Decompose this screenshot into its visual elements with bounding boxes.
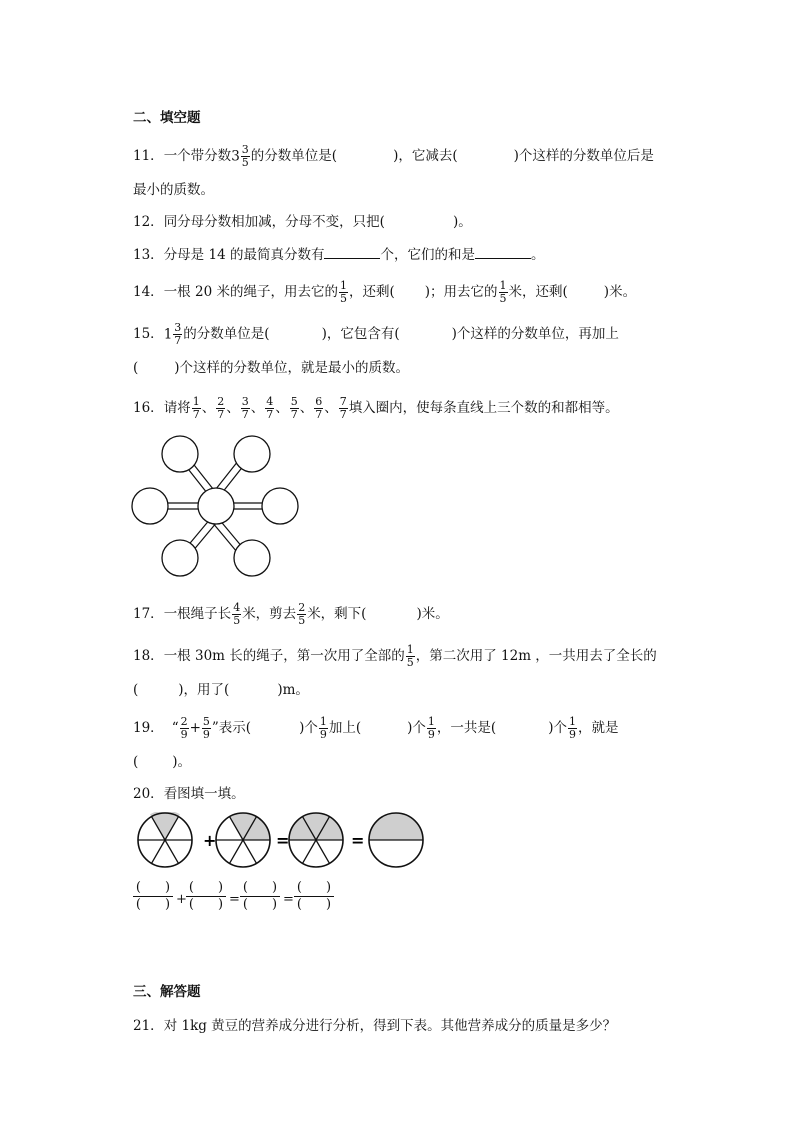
question-text: 的分数单位是( — [250, 148, 338, 164]
denominator: 9 — [568, 728, 576, 741]
question-text: 。 — [530, 247, 545, 263]
denominator: 7 — [315, 408, 323, 421]
paren-close: ) — [272, 880, 278, 895]
denominator: 5 — [241, 156, 249, 169]
question-16 — [133, 396, 619, 421]
separator: 、 — [324, 400, 338, 416]
question-11 — [133, 144, 654, 169]
numerator: 3 — [241, 395, 249, 408]
question-15 — [133, 322, 619, 347]
numerator: 1 — [499, 279, 507, 292]
section-title-answer: 三、解答题 — [133, 984, 201, 1000]
question-text: )，它包含有( — [321, 326, 400, 342]
paren-open: ( — [242, 897, 248, 912]
numerator: 2 — [298, 601, 306, 614]
question-text: 对 1kg 黄豆的营养成分进行分析，得到下表。其他营养成分的质量是多少？ — [163, 1018, 617, 1034]
fraction — [427, 716, 436, 741]
blank-fraction[interactable] — [133, 880, 173, 913]
denominator: 9 — [319, 728, 327, 741]
question-text: )，用了( — [178, 682, 230, 698]
fraction — [339, 396, 348, 421]
question-text: 填入圈内，使每条直线上三个数的和都相等。 — [348, 400, 619, 416]
numerator: 3 — [174, 321, 182, 334]
denominator: 7 — [174, 334, 182, 347]
question-text: 米，剩下( — [307, 606, 367, 622]
question-number: 19． — [133, 720, 164, 736]
fraction — [241, 144, 250, 169]
numerator: 1 — [319, 715, 327, 728]
separator: 、 — [299, 400, 314, 416]
fraction — [202, 716, 211, 741]
blank-fraction[interactable] — [294, 880, 334, 913]
numerator: 2 — [180, 715, 188, 728]
answer-circle-top-left[interactable] — [162, 436, 198, 472]
paren-close: ) — [165, 880, 171, 895]
plus-sign: + — [176, 892, 187, 907]
question-19 — [133, 716, 618, 741]
question-text: ，还剩( — [348, 284, 395, 300]
question-number: 14． — [133, 284, 164, 300]
numerator: 7 — [339, 395, 347, 408]
question-15-cont — [133, 358, 409, 378]
paren-close: ) — [165, 897, 171, 912]
fraction-list — [191, 395, 349, 421]
plus-sign: + — [189, 720, 201, 736]
mixed-number — [164, 322, 184, 347]
paren-open: ( — [188, 880, 194, 895]
question-number: 17． — [133, 606, 164, 622]
question-text: )个 — [548, 720, 567, 736]
separator: 、 — [201, 400, 216, 416]
question-19-cont — [133, 752, 191, 772]
circle-halves — [369, 813, 423, 867]
circle-sixths-2 — [216, 813, 270, 867]
fraction — [314, 396, 323, 421]
fraction — [232, 602, 241, 627]
question-text: )个这样的分数单位，就是最小的质数。 — [174, 360, 410, 376]
question-12 — [133, 212, 472, 232]
question-number: 21． — [133, 1018, 164, 1034]
question-text: 的分数单位是( — [183, 326, 270, 342]
paren-open: ( — [296, 897, 302, 912]
question-text: 看图填一填。 — [163, 786, 245, 802]
equals-sign: = — [283, 892, 294, 907]
plus-sign: + — [203, 831, 217, 850]
separator: 、 — [250, 400, 265, 416]
question-text: “ — [171, 720, 179, 736]
question-text: ，就是 — [577, 720, 619, 736]
question-text: )；用去它的 — [424, 284, 498, 300]
fraction — [173, 322, 182, 347]
paren-open: ( — [135, 880, 141, 895]
question-number: 20． — [133, 786, 164, 802]
fraction — [319, 716, 328, 741]
paren-open: ( — [135, 897, 141, 912]
paren-close: ) — [326, 880, 332, 895]
fraction — [339, 280, 348, 305]
question-text: 一根绳子长 — [163, 606, 232, 622]
numerator: 3 — [241, 143, 249, 156]
question-14 — [133, 280, 636, 305]
question-text: 米，还剩( — [508, 284, 568, 300]
blank-fraction[interactable] — [240, 880, 280, 913]
numerator: 6 — [315, 395, 323, 408]
denominator: 7 — [192, 408, 200, 421]
numerator: 1 — [568, 715, 576, 728]
question-text: 一个带分数 — [163, 148, 232, 164]
answer-underline[interactable] — [475, 244, 531, 259]
question-text: 请将 — [163, 400, 191, 416]
question-text: 米，剪去 — [242, 606, 297, 622]
fraction — [406, 644, 415, 669]
fraction — [290, 396, 299, 421]
question-text: 加上( — [328, 720, 362, 736]
question-18 — [133, 644, 657, 669]
question-text: )m。 — [277, 682, 309, 698]
equals-sign: = — [276, 831, 290, 850]
paren-close: ) — [326, 897, 332, 912]
equals-sign: = — [351, 831, 365, 850]
fraction — [180, 716, 189, 741]
section-title-fill-blank: 二、填空题 — [133, 110, 201, 126]
fraction — [568, 716, 577, 741]
denominator: 5 — [406, 656, 414, 669]
blank-fraction[interactable] — [186, 880, 226, 913]
question-text: 分母是 14 的最简真分数有 — [163, 247, 325, 263]
fraction — [265, 396, 274, 421]
question-17 — [133, 602, 449, 627]
answer-circle-left[interactable] — [132, 488, 168, 524]
circle-sixths-3 — [289, 813, 343, 867]
question-text: )。 — [172, 754, 192, 770]
denominator: 9 — [202, 728, 210, 741]
numerator: 5 — [290, 395, 298, 408]
mixed-whole: 3 — [231, 148, 240, 165]
paren-close: ) — [218, 897, 224, 912]
numerator: 1 — [192, 395, 200, 408]
question-number: 13． — [133, 247, 164, 263]
denominator: 9 — [180, 728, 188, 741]
question-text: )个这样的分数单位，再加上 — [451, 326, 619, 342]
question-text: )米。 — [416, 606, 449, 622]
question-18-cont — [133, 680, 309, 700]
question-text: ，一共是( — [436, 720, 497, 736]
denominator: 7 — [290, 408, 298, 421]
circle-sixths-1 — [138, 812, 192, 867]
fraction — [499, 280, 508, 305]
question-13 — [133, 244, 544, 265]
fraction — [297, 602, 306, 627]
answer-underline[interactable] — [324, 244, 380, 259]
question-text: 一根 30m 长的绳子，第一次用了全部的 — [163, 648, 405, 664]
denominator: 5 — [298, 614, 306, 627]
question-text: )米。 — [603, 284, 637, 300]
denominator: 7 — [266, 408, 274, 421]
denominator: 5 — [499, 292, 507, 305]
denominator: 5 — [339, 292, 347, 305]
question-text: ( — [133, 754, 139, 770]
numerator: 4 — [233, 601, 241, 614]
fraction — [192, 396, 201, 421]
numerator: 1 — [339, 279, 347, 292]
question-text: ，第二次用了 12m ，一共用去了全长的 — [415, 648, 657, 664]
denominator: 5 — [233, 614, 241, 627]
denominator: 7 — [217, 408, 225, 421]
denominator: 7 — [339, 408, 347, 421]
separator: 、 — [275, 400, 289, 416]
equals-sign: = — [229, 892, 240, 907]
fraction — [241, 396, 250, 421]
numerator: 4 — [266, 395, 274, 408]
paren-open: ( — [242, 880, 248, 895]
numerator: 1 — [406, 643, 414, 656]
answer-circle-top-right[interactable] — [234, 436, 270, 472]
answer-circle-bottom-right[interactable] — [234, 540, 270, 576]
denominator: 7 — [241, 408, 249, 421]
question-text: ( — [133, 682, 139, 698]
question-text: 个，它们的和是 — [380, 247, 475, 263]
question-text: )。 — [452, 214, 472, 230]
numerator: 1 — [427, 715, 435, 728]
question-21 — [133, 1016, 616, 1036]
question-text: )个这样的分数单位后是 — [513, 148, 654, 164]
question-number: 16． — [133, 400, 164, 416]
circle-diagram — [130, 432, 305, 582]
question-11-cont: 最小的质数。 — [133, 182, 214, 198]
question-number: 18． — [133, 648, 164, 664]
numerator: 5 — [202, 715, 210, 728]
paren-close: ) — [218, 880, 224, 895]
question-text: )个 — [407, 720, 426, 736]
question-text: ”表示( — [211, 720, 252, 736]
question-20 — [133, 784, 245, 804]
denominator: 9 — [427, 728, 435, 741]
question-text: )个 — [299, 720, 318, 736]
paren-open: ( — [296, 880, 302, 895]
numerator: 2 — [217, 395, 225, 408]
paren-open: ( — [188, 897, 194, 912]
answer-circle-center[interactable] — [198, 488, 234, 524]
fraction — [216, 396, 225, 421]
mixed-number — [231, 144, 251, 169]
answer-circle-right[interactable] — [262, 488, 298, 524]
question-text: ( — [133, 360, 139, 376]
answer-circle-bottom-left[interactable] — [162, 540, 198, 576]
question-number: 15． — [133, 326, 164, 342]
question-number: 12． — [133, 214, 164, 230]
mixed-whole: 1 — [163, 326, 173, 343]
question-text: 同分母分数相加减，分母不变，只把( — [163, 214, 385, 230]
fraction-circles-figure — [133, 812, 433, 870]
question-text: 一根 20 米的绳子，用去它的 — [163, 284, 338, 300]
question-text: )，它减去( — [393, 148, 458, 164]
paren-close: ) — [272, 897, 278, 912]
separator: 、 — [226, 400, 240, 416]
question-number: 11． — [133, 148, 164, 164]
